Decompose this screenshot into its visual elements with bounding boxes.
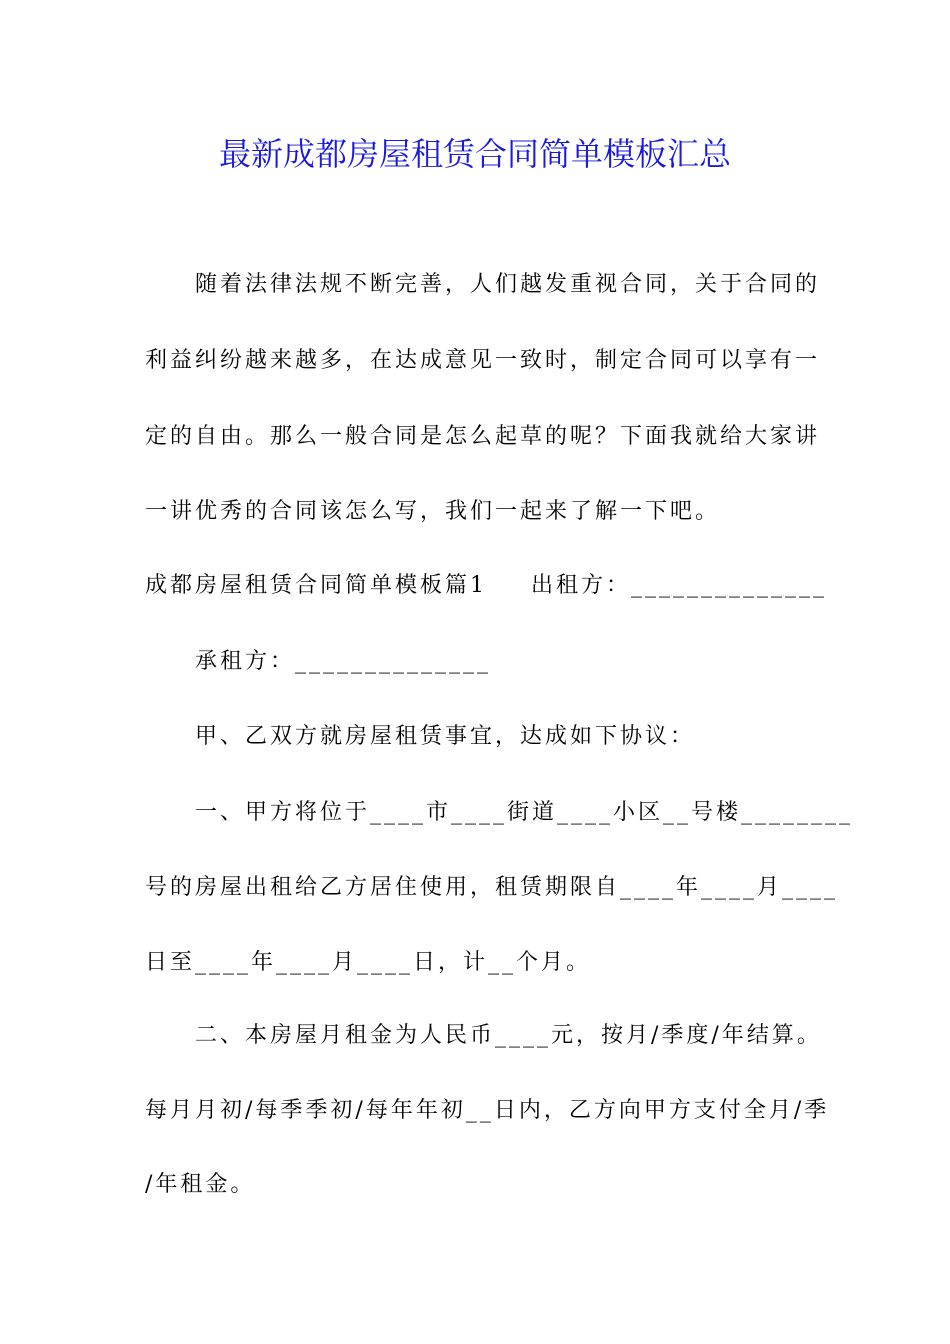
section-heading: 成都房屋租赁合同简单模板篇1 (145, 573, 487, 598)
document-title: 最新成都房屋租赁合同简单模板汇总 (218, 135, 731, 173)
intro-line-1: 随着法律法规不断完善，人们越发重视合同，关于合同的 (195, 272, 821, 297)
lessee-field: 承租方：______________ (195, 649, 492, 674)
clause2-line-2: 每月月初/每季季初/每年年初__日内，乙方向甲方支付全月/季 (145, 1098, 830, 1123)
clause1-line-1: 一、甲方将位于____市____街道____小区__号楼________ (195, 800, 854, 825)
intro-line-2: 利益纠纷越来越多，在达成意见一致时，制定合同可以享有一 (145, 348, 821, 373)
clause2-line-1: 二、本房屋月租金为人民币____元，按月/季度/年结算。 (195, 1023, 822, 1048)
lessor-field: 出租方：______________ (531, 573, 828, 598)
intro-line-3: 定的自由。那么一般合同是怎么起草的呢？下面我就给大家讲 (145, 424, 821, 449)
clause1-line-3: 日至____年____月____日，计__个月。 (145, 950, 592, 975)
clause2-line-3: /年租金。 (145, 1172, 256, 1197)
section-heading-line (145, 569, 828, 603)
clause1-line-2: 号的房屋出租给乙方居住使用，租赁期限自____年____月____ (145, 875, 839, 900)
agreement-line: 甲、乙双方就房屋租赁事宜，达成如下协议： (195, 724, 696, 749)
intro-line-4: 一讲优秀的合同该怎么写，我们一起来了解一下吧。 (145, 499, 721, 524)
